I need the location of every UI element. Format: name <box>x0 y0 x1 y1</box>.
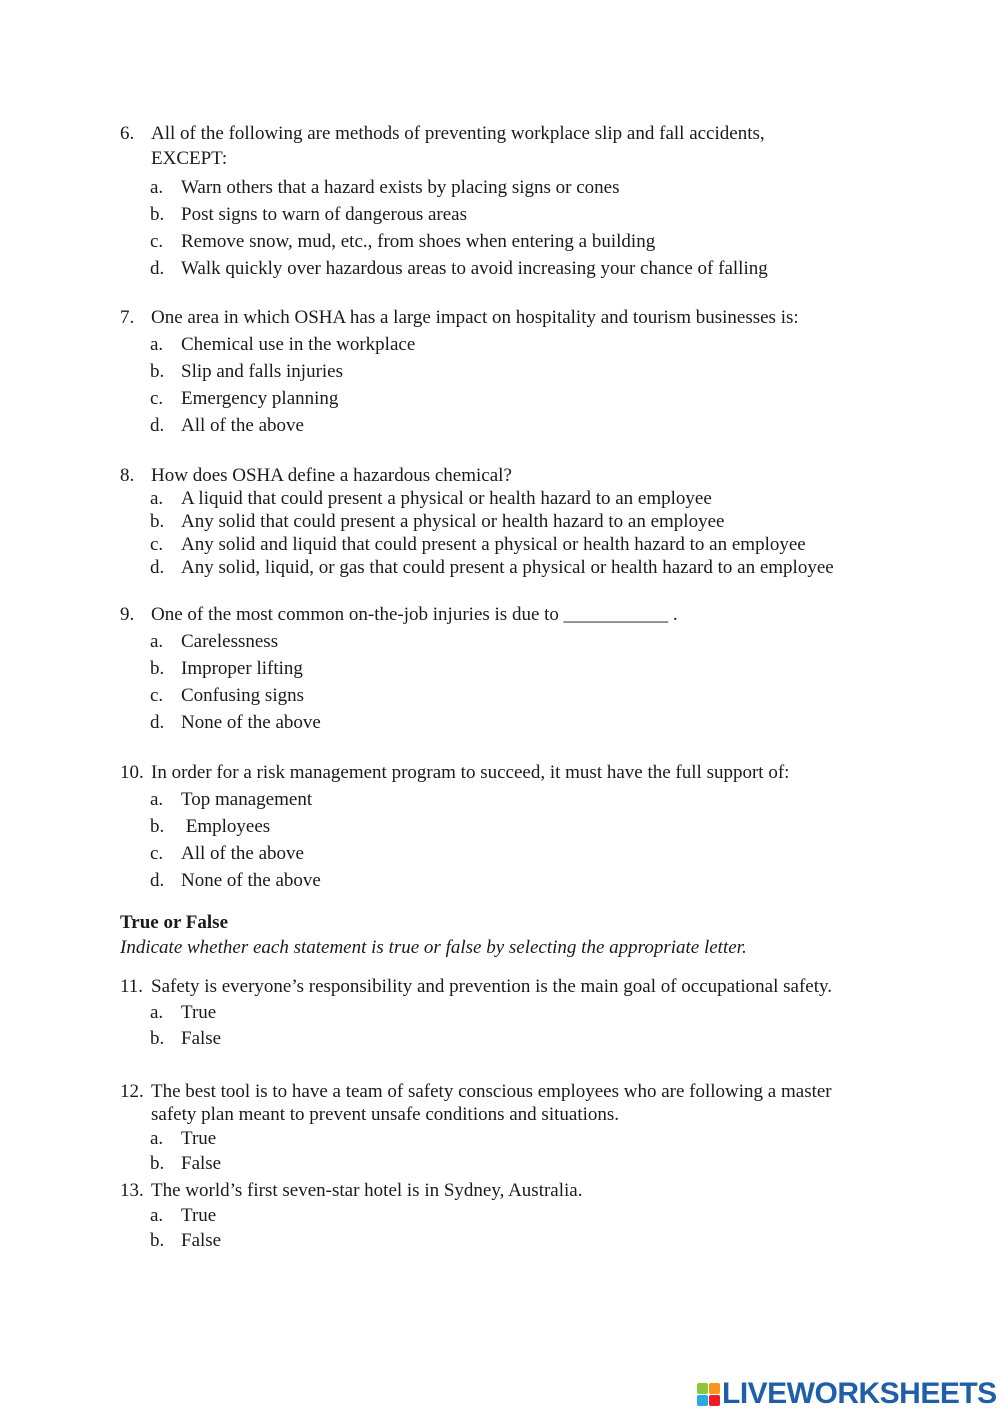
option-12a[interactable]: a. True <box>150 1128 217 1149</box>
question-13-text: 13. The world’s first seven-star hotel is in Sydney, Australia. <box>120 1180 583 1201</box>
section-instructions: Indicate whether each statement is true or false by selecting the appropriate letter. <box>120 937 747 958</box>
option-10d[interactable]: d. None of the above <box>150 870 321 891</box>
question-10-text: 10. In order for a risk management program to succeed, it must have the full support of: <box>120 762 790 783</box>
question-7 <box>120 305 920 439</box>
option-11a[interactable]: a. True <box>150 1002 217 1023</box>
option-9b[interactable]: b. Improper lifting <box>150 658 303 679</box>
section-title: True or False <box>120 912 228 933</box>
option-9d[interactable]: d. None of the above <box>150 712 321 733</box>
question-number: 6. <box>120 123 135 144</box>
question-13 <box>120 1179 920 1253</box>
option-9a[interactable]: a. Carelessness <box>150 631 279 652</box>
logo-text: LIVEWORKSHEETS <box>722 1377 997 1410</box>
question-12 <box>120 1080 920 1176</box>
option-12b[interactable]: b. False <box>150 1153 222 1174</box>
option-10a[interactable]: a. Top management <box>150 789 313 810</box>
option-13a[interactable]: a. True <box>150 1205 217 1226</box>
question-6-text: 6. All of the following are methods of preventing workplace slip and fall accidents, EXCEPT: <box>120 123 765 169</box>
option-10c[interactable]: c. All of the above <box>150 843 304 864</box>
option-9c[interactable]: c. Confusing signs <box>150 685 304 706</box>
option-7c[interactable]: c. Emergency planning <box>150 388 339 409</box>
option-8c[interactable]: c. Any solid and liquid that could present a physical or health hazard to an employee <box>150 534 806 555</box>
question-11-text: 11. Safety is everyone’s responsibility and prevention is the main goal of occupational safety. <box>120 976 833 997</box>
question-7-text: 7. One area in which OSHA has a large impact on hospitality and tourism businesses is: <box>120 307 799 328</box>
liveworksheets-logo-icon <box>697 1383 720 1406</box>
option-7b[interactable]: b. Slip and falls injuries <box>150 361 344 382</box>
option-6b[interactable]: b. Post signs to warn of dangerous areas <box>150 204 468 225</box>
option-6a[interactable]: a. Warn others that a hazard exists by placing signs or cones <box>150 177 620 198</box>
option-8d[interactable]: d. Any solid, liquid, or gas that could present a physical or health hazard to an employee <box>150 557 834 578</box>
option-7d[interactable]: d. All of the above <box>150 415 304 436</box>
question-10 <box>120 759 920 894</box>
question-8 <box>120 464 920 579</box>
option-6d[interactable]: d. Walk quickly over hazardous areas to avoid increasing your chance of falling <box>150 258 768 279</box>
question-8-text: 8. How does OSHA define a hazardous chemical? <box>120 465 512 486</box>
question-9 <box>120 601 920 736</box>
option-7a[interactable]: a. Chemical use in the workplace <box>150 334 416 355</box>
option-13b[interactable]: b. False <box>150 1230 222 1251</box>
option-11b[interactable]: b. False <box>150 1028 222 1049</box>
question-12-text: 12. The best tool is to have a team of safety conscious employees who are following a master safety plan meant to prevent unsafe conditions and situations. <box>120 1081 832 1125</box>
question-6 <box>120 121 920 282</box>
option-10b[interactable]: b. Employees <box>150 816 271 837</box>
option-6c[interactable]: c. Remove snow, mud, etc., from shoes when entering a building <box>150 231 656 252</box>
liveworksheets-logo <box>697 1377 997 1411</box>
option-8a[interactable]: a. A liquid that could present a physical or health hazard to an employee <box>150 488 712 509</box>
question-9-text: 9. One of the most common on-the-job injuries is due to ___________ . <box>120 604 678 625</box>
question-11 <box>120 974 920 1052</box>
option-8b[interactable]: b. Any solid that could present a physical or health hazard to an employee <box>150 511 725 532</box>
